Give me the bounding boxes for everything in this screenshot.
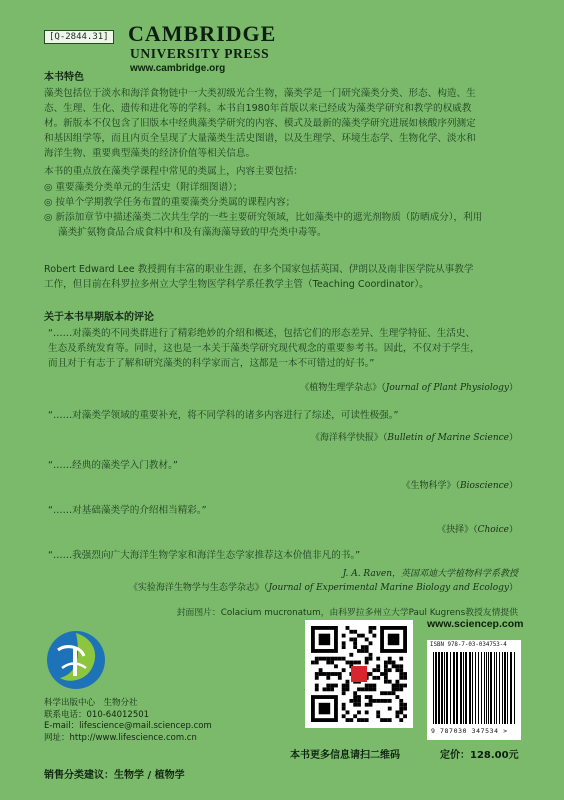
review-source-cn: 《抉择》 xyxy=(437,525,474,535)
review-source-cn: 《生物科学》 xyxy=(401,481,456,491)
review-item-5 xyxy=(48,548,360,563)
review-source-en: Bulletin of Marine Science xyxy=(387,433,509,443)
features-bullet: ◎ 按单个学期教学任务布置的重要藻类分类属的课程内容； xyxy=(44,197,296,208)
review-line: “……对藻类学领域的重要补充，将不同学科的诸多内容进行了综述，可读性极强。” xyxy=(48,410,399,421)
features-para1-line: 海洋生物、重要典型藻类的经济价值等相关信息。 xyxy=(44,148,256,159)
review-source-3: 《生物科学》（Bioscience） xyxy=(401,481,518,491)
review-item-4 xyxy=(48,503,207,518)
review-source-cn: 《海洋科学快报》 xyxy=(310,433,383,443)
review-item-2 xyxy=(48,408,399,423)
review-source-cn: 《实验海洋生物学与生态学杂志》 xyxy=(128,583,264,593)
qr-code-graphic xyxy=(305,620,413,728)
publisher-info-line: E-mail：lifescience@mail.sciencep.com xyxy=(44,721,212,731)
review-line: “……对藻类的不同类群进行了精彩绝妙的介绍和概述，包括它们的形态差异、生理学特征、生活史、 xyxy=(48,328,476,339)
features-bullet: ◎ 重要藻类分类单元的生活史（附详细图谱）； xyxy=(44,182,243,193)
qr-code[interactable] xyxy=(305,620,413,728)
publisher-name: CAMBRIDGE xyxy=(128,21,277,46)
publisher-url: www.cambridge.org xyxy=(130,63,226,74)
review-source-en: Journal of Experimental Marine Biology and Ecology xyxy=(268,583,509,593)
isbn-text: ISBN 978-7-03-034753-4 xyxy=(430,642,507,648)
cover-credit: 封面图片：Colacium mucronatum，由科罗拉多州立大学Paul Kugrens教授友情提供 xyxy=(176,608,518,618)
publisher-info xyxy=(44,698,212,744)
author-bio-line: Robert Edward Lee 教授拥有丰富的职业生涯，在多个国家包括英国、伊朗以及南非医学院从事教学 xyxy=(44,264,474,275)
publisher-info-line: 联系电话：010-64012501 xyxy=(44,709,150,720)
author-bio xyxy=(44,262,473,292)
publisher-press: UNIVERSITY PRESS xyxy=(130,46,270,61)
review-source-2: 《海洋科学快报》（Bulletin of Marine Science） xyxy=(310,433,518,443)
publisher-info-line: 网址：http://www.lifescience.com.cn xyxy=(44,732,197,743)
features-bullet-cont: 藻类扩氨物食品合成食料中和及有藻海藻导致的甲壳类中毒等。 xyxy=(58,227,327,238)
qr-note: 本书更多信息请扫二维码 xyxy=(290,750,400,761)
review-source-5-person xyxy=(343,566,518,579)
sales-category: 销售分类建议：生物学 / 植物学 xyxy=(44,770,185,781)
features-para1-line: 藻类包括位于淡水和海洋食物链中一大类初级光合生物，藻类学是一门研究藻类分类、形态、构造、生 xyxy=(44,88,476,99)
catalog-code: [Q-2844.31] xyxy=(44,30,114,44)
website-label: www.sciencep.com xyxy=(427,618,524,630)
features-intro: 本书的重点放在藻类学课程中常见的类属上，内容主要包括： xyxy=(44,166,304,177)
review-line: “……经典的藻类学入门教材。” xyxy=(48,460,178,471)
review-person: J. A. Raven，英国邓迪大学植物科学系教授 xyxy=(342,569,518,579)
review-line: “……我强烈向广大海洋生物学家和海洋生态学家推荐这本价值非凡的书。” xyxy=(48,550,361,561)
barcode xyxy=(427,640,521,740)
review-line: 而且对于有志于了解和研究藻类的科学家而言，这都是一本不可错过的好书。” xyxy=(48,358,375,369)
review-line: “……对基础藻类学的介绍相当精彩。” xyxy=(48,505,207,516)
features-para1-line: 态、生理、生化、遗传和进化等的学科。本书自1980年首版以来已经成为藻类学研究和教学的权威教 xyxy=(44,103,472,114)
features-title: 本书特色 xyxy=(44,72,84,83)
review-source-5: 《实验海洋生物学与生态学杂志》（Journal of Experimental Marine Biology and Ecology） xyxy=(128,583,518,593)
review-source-1: 《植物生理学杂志》（Journal of Plant Physiology） xyxy=(300,383,518,393)
features-bullet: ◎ 新添加章节中描述藻类二次共生学的一些主要研究领域，比如藻类中的遮光剂物质（防晒成分），利用 xyxy=(44,212,483,223)
science-press-logo xyxy=(40,628,112,692)
barcode-graphic xyxy=(427,640,521,740)
features-bullets xyxy=(44,180,482,240)
features-para1-line: 材。新版本不仅包含了旧版本中经典藻类学研究的内容、模式及最新的藻类学研究进展如核酸序列测定 xyxy=(44,118,476,129)
reviews-title: 关于本书早期版本的评论 xyxy=(44,312,154,323)
review-source-4: 《抉择》（Choice） xyxy=(437,525,518,535)
review-source-en: Choice xyxy=(477,525,509,535)
features-para1-line: 和基因组学等，而且内页全呈现了大量藻类生活史图谱，以及生理学、环境生态学、生物化学、淡水和 xyxy=(44,133,476,144)
review-line: 生态及系统发育等。同时，这也是一本关于藻类学研究现代观念的重要参考书。因此，不仅对于学生， xyxy=(48,343,480,354)
review-item-1 xyxy=(48,326,480,371)
features-para1 xyxy=(44,86,476,161)
review-source-en: Bioscience xyxy=(460,481,509,491)
publisher-info-line: 科学出版中心 生物分社 xyxy=(44,698,138,708)
author-bio-line: 工作，但目前在科罗拉多州立大学生物医学科学系任教学主管（Teaching Coordinator）。 xyxy=(44,279,429,290)
isbn-digits: 9 787030 347534 > xyxy=(431,727,508,735)
review-item-3 xyxy=(48,458,178,473)
review-source-en: Journal of Plant Physiology xyxy=(385,383,509,393)
review-source-cn: 《植物生理学杂志》 xyxy=(300,383,382,393)
price: 定价：128.00元 xyxy=(440,750,519,761)
